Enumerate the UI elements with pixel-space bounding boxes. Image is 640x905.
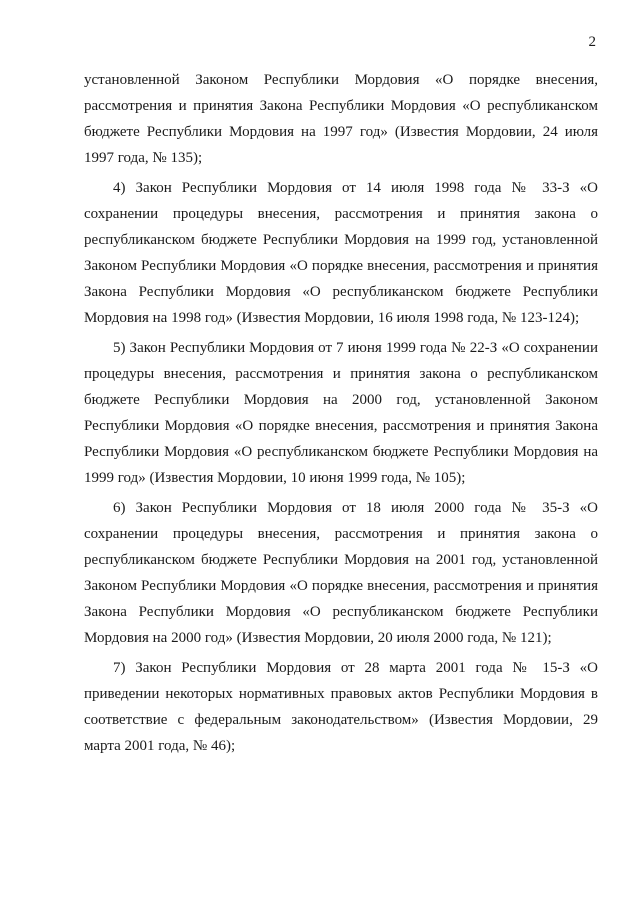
paragraph-item-6: 6) Закон Республики Мордовия от 18 июля 2000 года № 35-З «О сохранении процедуры внесения, рассмотрения и принятия закона о республиканском бюджете Республики Мордовия на 2001 год, установленной Законом Республики Мордовия «О порядке внесения, рассмотрения и принятия Закона Республики Мордовия «О республиканском бюджете Республики Мордовия на 2000 год» (Известия Мордовии, 20 июля 2000 года, № 121); [84,500,598,646]
document-body [84,67,598,759]
page-number: 2 [588,34,596,50]
paragraph-item-7: 7) Закон Республики Мордовия от 28 марта 2001 года № 15-З «О приведении некоторых нормативных правовых актов Республики Мордовия в соответствие с федеральным законодательством» (Известия Мордовии, 29 марта 2001 года, № 46); [84,660,598,754]
paragraph-continuation: установленной Законом Республики Мордовия «О порядке внесения, рассмотрения и принятия Закона Республики Мордовия «О республиканском бюджете Республики Мордовия на 1997 год» (Известия Мордовии, 24 июля 1997 года, № 135); [84,72,598,166]
paragraph-item-5: 5) Закон Республики Мордовия от 7 июня 1999 года № 22-З «О сохранении процедуры внесения, рассмотрения и принятия закона о республиканском бюджете Республики Мордовия на 2000 год, установленной Законом Республики Мордовия «О порядке внесения, рассмотрения и принятия Закона Республики Мордовия «О республиканском бюджете Республики Мордовия на 1999 год» (Известия Мордовии, 10 июня 1999 года, № 105); [84,340,598,486]
paragraph-item-4: 4) Закон Республики Мордовия от 14 июля 1998 года № 33-З «О сохранении процедуры внесения, рассмотрения и принятия закона о республиканском бюджете Республики Мордовия на 1999 год, установленной Законом Республики Мордовия «О порядке внесения, рассмотрения и принятия Закона Республики Мордовия «О республиканском бюджете Республики Мордовия на 1998 год» (Известия Мордовии, 16 июля 1998 года, № 123-124); [84,180,598,326]
